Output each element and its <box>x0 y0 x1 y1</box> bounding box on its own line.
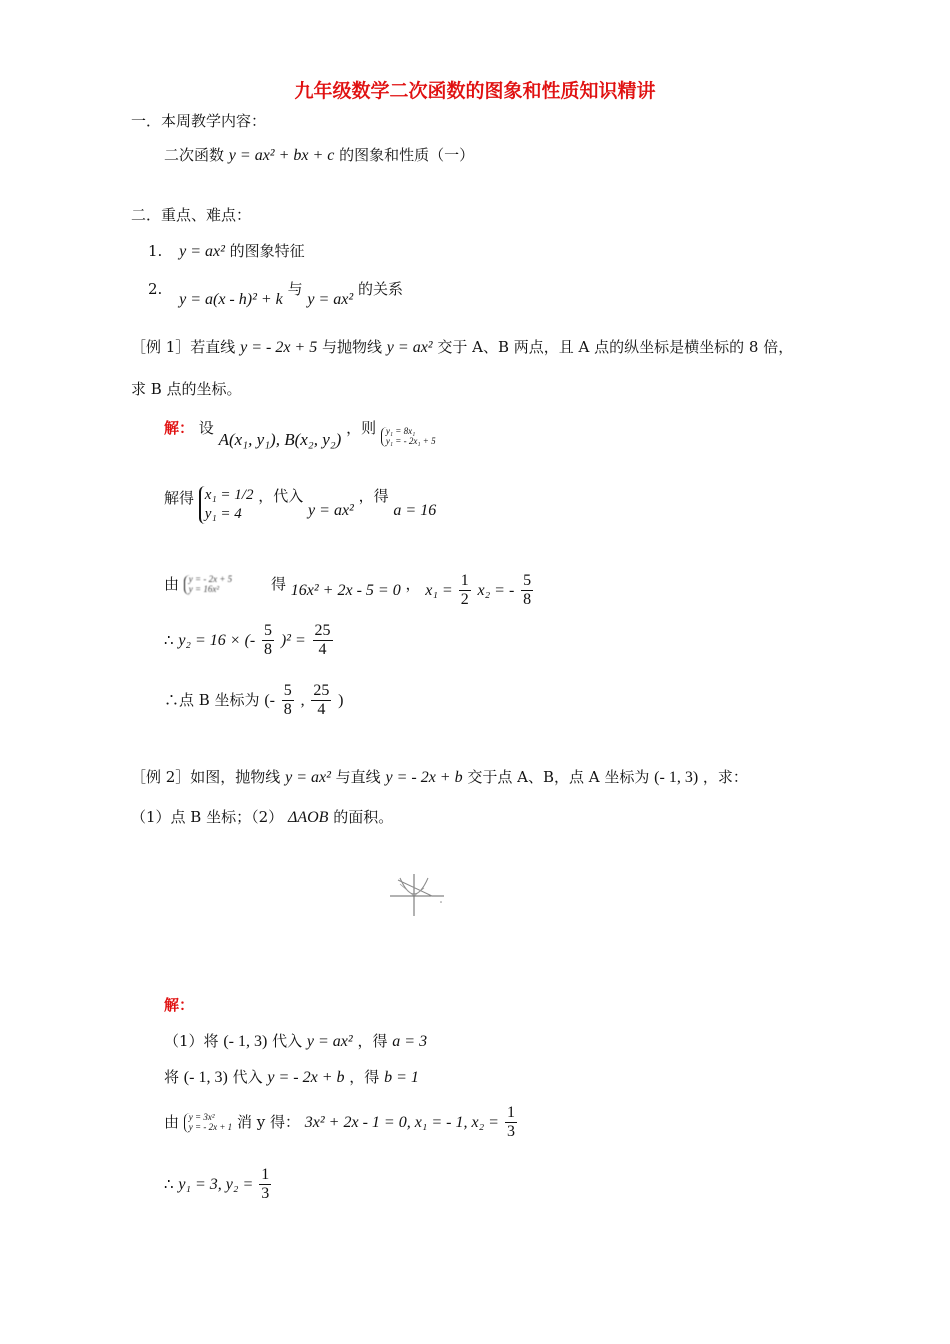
section-1-prefix: 二次函数 <box>164 146 225 164</box>
ex2-s2-result: b = 1 <box>384 1069 419 1086</box>
section-1-formula: y = ax² + bx + c <box>228 147 335 164</box>
ex1-substitute-formula: y = ax² <box>308 501 354 519</box>
ex1-mid: 与抛物线 <box>322 338 383 356</box>
ex1-x1-fraction <box>459 572 471 610</box>
ex1-solution-step-3 <box>164 566 535 609</box>
ex1-y2-inner-denominator: 8 <box>264 641 273 659</box>
ex2-solution-step-3 <box>164 1104 519 1142</box>
ex2-s2-mid: 代入 <box>232 1068 263 1086</box>
ex1-system-1 <box>381 427 436 447</box>
ex1-b-close: ) <box>338 691 344 709</box>
ex2-s3-numerator: 1 <box>505 1104 517 1123</box>
ex2-point-a: (- 1, 3) <box>654 769 699 786</box>
ex2-s1-point: (- 1, 3) <box>223 1033 268 1050</box>
section-1-heading: 一．本周教学内容： <box>131 112 267 130</box>
item-2-number: 2. <box>148 280 163 298</box>
ex2-solution-step-1 <box>164 1032 427 1051</box>
ex1-line-equation: y = - 2x + 5 <box>240 339 318 356</box>
ex2-system-eq-2: y = - 2x + 1 <box>188 1121 233 1132</box>
ex2-s4-fraction <box>259 1166 271 1204</box>
ex1-b-x-denominator: 8 <box>283 701 292 719</box>
ex1-solution-step-2 <box>164 486 436 524</box>
ex1-therefore-1: ∴ <box>164 630 174 649</box>
ex1-system-3 <box>184 575 232 595</box>
ex2-s3-by: 由 <box>164 1112 180 1131</box>
figure-x-label-dot <box>440 901 442 903</box>
ex1-solution-step-5 <box>164 682 343 720</box>
ex2-s2-formula: y = - 2x + b <box>267 1069 345 1086</box>
ex1-get-word: ，得 <box>358 486 389 505</box>
item-1-text: 的图象特征 <box>229 242 305 260</box>
ex1-b-y-numerator: 25 <box>311 682 331 701</box>
ex1-y2-inner-fraction <box>262 622 274 660</box>
ex1-system-2-eq-1: x₁ = 1/2 <box>204 487 254 503</box>
ex1-y2-result-fraction <box>313 622 333 660</box>
ex2-s1-formula: y = ax² <box>306 1033 353 1050</box>
ex2-s1-result: a = 3 <box>392 1033 428 1050</box>
page-title: 九年级数学二次函数的图象和性质知识精讲 <box>294 80 656 102</box>
item-2-formula-b: y = ax² <box>307 291 354 308</box>
ex2-s4-prefix: ∴ <box>164 1174 174 1193</box>
item-2-mid: 与 <box>287 280 303 298</box>
item-1-formula: y = ax² <box>179 243 225 260</box>
ex2-s2-point: (- 1, 3) <box>183 1069 228 1086</box>
example-1-question: 求 B 点的坐标。 <box>131 380 242 398</box>
ex2-solution-step-4 <box>164 1166 273 1204</box>
ex1-x2-label: x₂ = - <box>477 581 515 599</box>
ex2-s4-denominator: 3 <box>261 1185 270 1203</box>
ex2-triangle: ΔAOB <box>287 809 329 826</box>
ex2-question-tail: 的面积。 <box>333 808 394 826</box>
ex2-mid: 与直线 <box>335 768 381 786</box>
ex1-solution-label: 解： <box>164 419 195 437</box>
ex1-b-separator: , <box>300 691 305 709</box>
ex1-y2-result-numerator: 25 <box>313 622 333 641</box>
ex1-y2-tail: )² = <box>280 631 306 649</box>
ex1-by-word: 由 <box>164 574 180 593</box>
item-2-text: 的关系 <box>357 280 403 298</box>
ex1-tail: 交于 A、B 两点，且 A 点的纵坐标是横坐标的 8 倍， <box>437 338 794 356</box>
example-2-questions <box>131 808 393 827</box>
ex1-x1-numerator: 1 <box>459 572 471 591</box>
ex2-ask: ，求： <box>702 768 748 786</box>
ex2-s3-denominator: 3 <box>506 1123 515 1141</box>
ex1-b-x-fraction <box>282 682 294 720</box>
section-2-item-1 <box>148 242 305 261</box>
ex1-set-word: 设 <box>198 419 214 437</box>
ex2-label: ［例 2］如图，抛物线 <box>131 768 281 786</box>
section-1-line <box>164 146 474 165</box>
ex2-s4-equation: y₁ = 3, y₂ = <box>178 1175 258 1193</box>
ex1-parabola: y = ax² <box>386 339 433 356</box>
ex1-a-value: a = 16 <box>393 501 437 519</box>
ex1-then: ，则 <box>346 419 377 437</box>
ex2-system <box>184 1113 232 1133</box>
ex2-line-equation: y = - 2x + b <box>385 769 463 786</box>
ex2-s3-mid: 消 y 得： <box>236 1112 300 1131</box>
ex1-b-y-denominator: 4 <box>317 701 326 719</box>
ex1-x2-fraction <box>521 572 533 610</box>
ex2-s4-numerator: 1 <box>259 1166 271 1185</box>
ex1-points: A(x₁, y₁), B(x₂, y₂) <box>218 430 342 449</box>
ex1-x1-denominator: 2 <box>460 591 469 609</box>
ex2-s1-prefix: （1）将 <box>164 1032 219 1050</box>
ex1-b-y-fraction <box>311 682 331 720</box>
ex1-b-open: (- <box>264 691 275 709</box>
ex1-solve-word: 解得 <box>164 488 195 507</box>
ex1-system-3-eq-2: y = 16x² <box>188 583 220 594</box>
section-2-heading: 二．重点、难点： <box>131 206 252 224</box>
ex1-x2-denominator: 8 <box>523 591 532 609</box>
ex1-system-1-eq-1: y₁ = 8x₁ <box>385 426 416 437</box>
ex1-solution-step-4 <box>164 622 335 660</box>
ex2-s2-get: ，得 <box>349 1068 380 1086</box>
ex2-parabola: y = ax² <box>285 769 331 786</box>
ex2-solution-label: 解： <box>164 996 195 1014</box>
ex1-x2-numerator: 5 <box>521 572 533 591</box>
ex2-solution-step-2 <box>164 1068 419 1087</box>
ex1-system-2-eq-2: y₁ = 4 <box>204 505 242 522</box>
ex2-s2-prefix: 将 <box>164 1068 180 1086</box>
ex2-figure <box>388 870 448 918</box>
ex2-s3-fraction <box>505 1104 517 1142</box>
ex1-x1-label: x₁ = <box>425 581 457 599</box>
ex1-system-2 <box>199 486 254 524</box>
ex2-s3-equation: 3x² + 2x - 1 = 0, x₁ = - 1, x₂ = <box>304 1113 503 1131</box>
ex1-b-x-numerator: 5 <box>282 682 294 701</box>
ex2-question-text: （1）点 B 坐标；（2） <box>131 808 284 826</box>
ex2-s1-mid: 代入 <box>272 1032 303 1050</box>
ex2-s1-get: ，得 <box>357 1032 388 1050</box>
ex1-label: ［例 1］若直线 <box>131 338 236 356</box>
item-2-formula-a: y = a(x - h)² + k <box>179 291 283 308</box>
example-2-statement <box>131 768 748 787</box>
ex1-solution-step-1 <box>164 418 436 449</box>
example-1-statement <box>131 338 793 357</box>
section-1-suffix: 的图象和性质（一） <box>339 146 475 164</box>
section-2-item-2 <box>148 280 403 308</box>
item-1-number: 1. <box>148 242 163 260</box>
ex1-y2-inner-numerator: 5 <box>262 622 274 641</box>
ex1-y2-expression: y₂ = 16 × (- <box>178 631 256 649</box>
figure-oa-segment <box>400 884 414 896</box>
ex1-quadratic: 16x² + 2x - 5 = 0 <box>290 581 401 599</box>
ex1-system-3-eq-1: y = - 2x + 5 <box>188 574 233 584</box>
ex1-substitute-word: ，代入 <box>258 486 304 505</box>
ex1-comma: ， <box>405 574 421 593</box>
ex1-get2-word: 得 <box>270 574 286 593</box>
ex2-system-eq-1: y = 3x² <box>188 1112 215 1122</box>
ex1-y2-result-denominator: 4 <box>318 641 327 659</box>
ex1-system-1-eq-2: y₁ = - 2x₁ + 5 <box>385 436 436 446</box>
ex1-therefore-2: ∴点 B 坐标为 <box>164 690 260 709</box>
ex2-tail: 交于点 A、B，点 A 坐标为 <box>467 768 650 786</box>
